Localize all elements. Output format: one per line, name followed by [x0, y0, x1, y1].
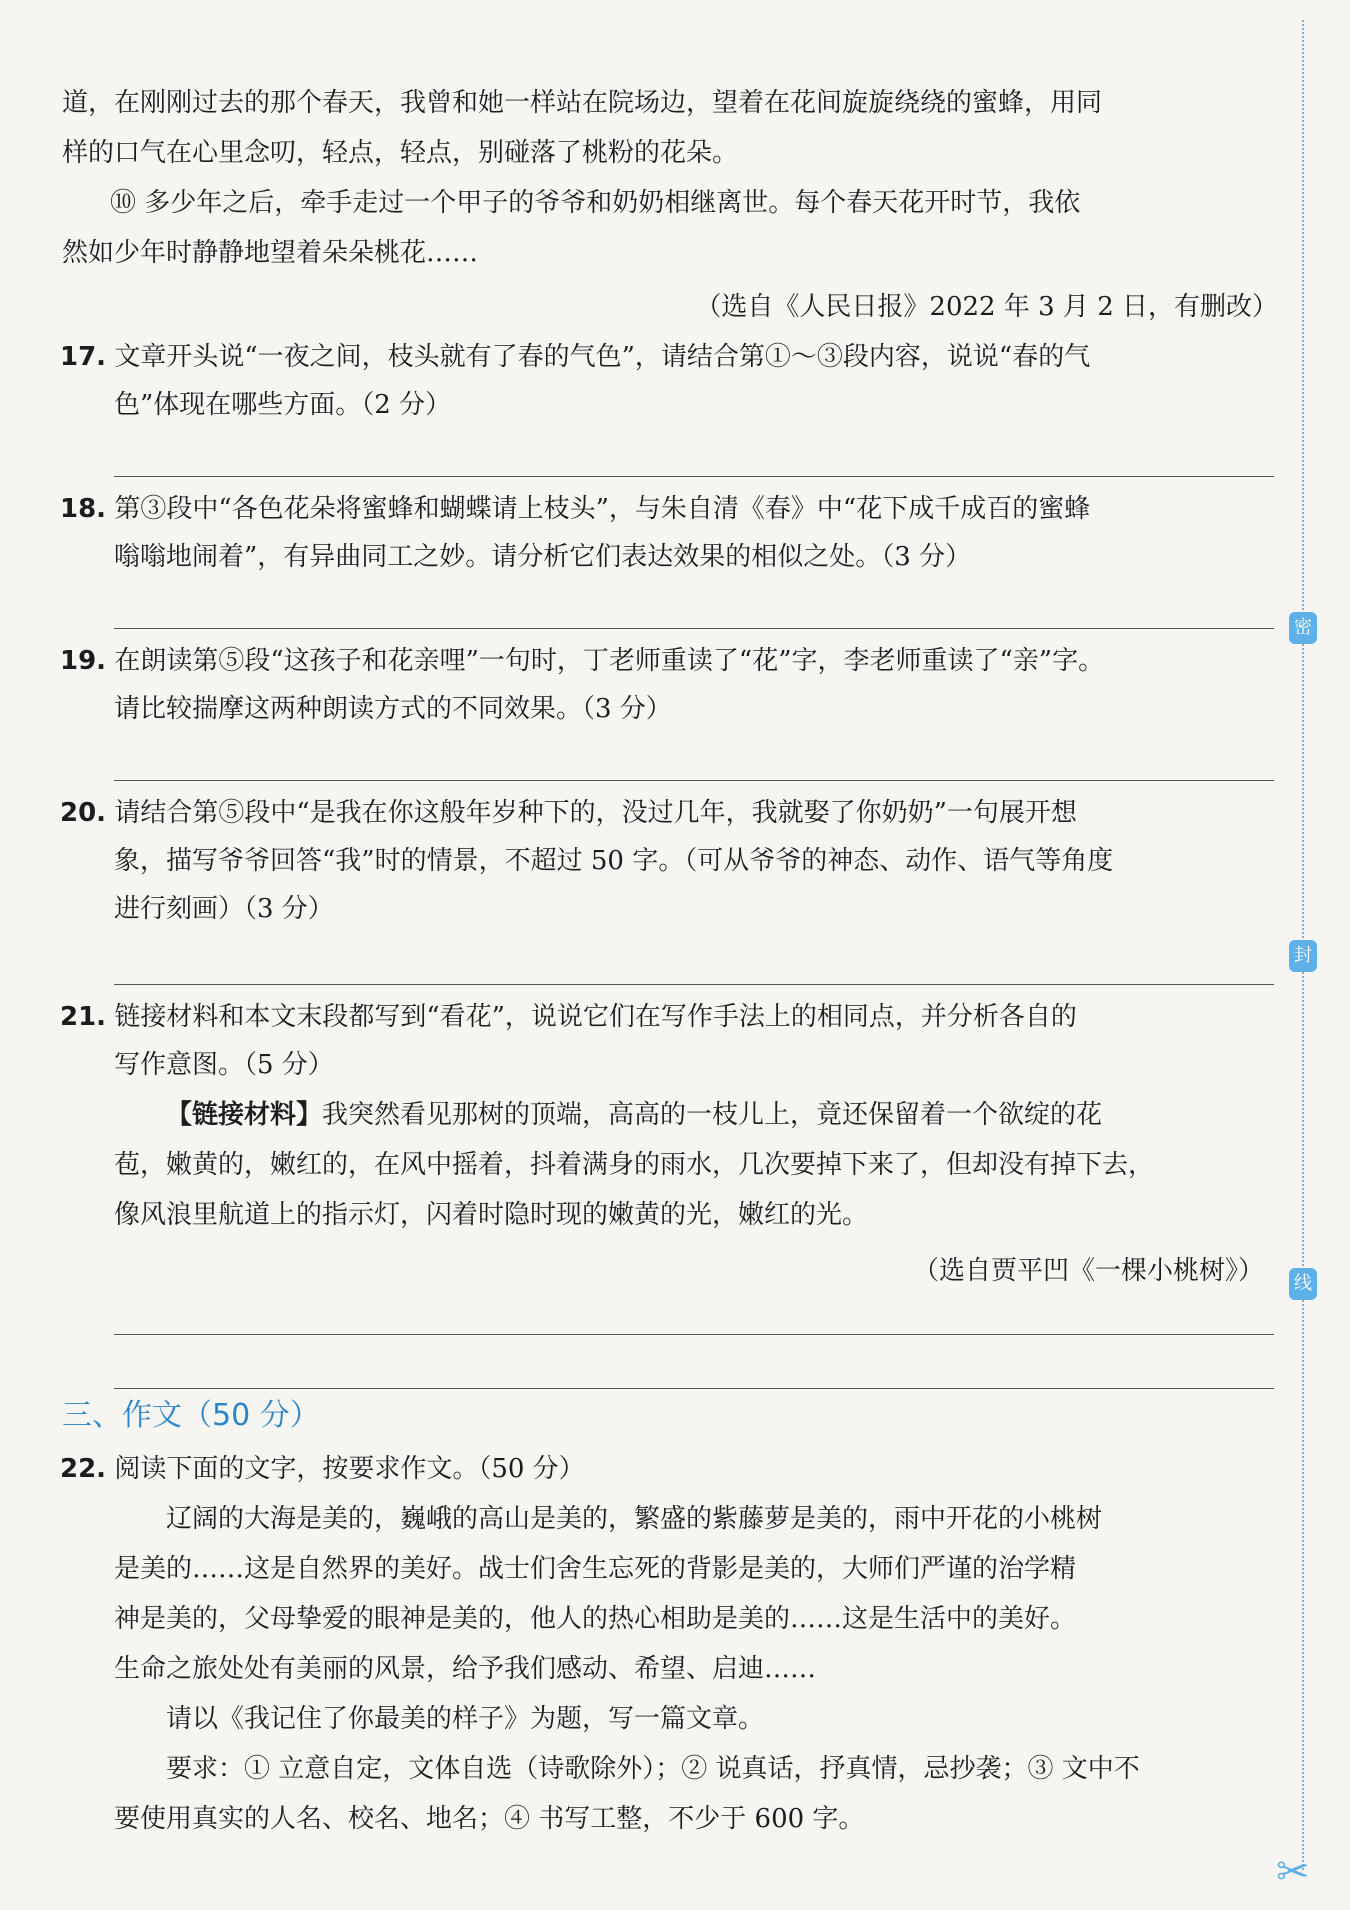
question-number: 18. [60, 494, 107, 524]
link-material-text: 我突然看见那树的顶端，高高的一枝儿上，竟还保留着一个欲绽的花 [322, 1100, 1103, 1130]
requirement-line: 要使用真实的人名、校名、地名；④ 书写工整，不少于 600 字。 [114, 1804, 865, 1834]
answer-line[interactable] [114, 984, 1274, 985]
question-17 [60, 340, 1090, 374]
question-21 [60, 1000, 1077, 1034]
question-line: 象，描写爷爷回答“我”时的情景，不超过 50 字。（可从爷爷的神态、动作、语气等角度 [114, 846, 1114, 876]
passage-source: （选自《人民日报》2022 年 3 月 2 日，有删改） [695, 292, 1278, 322]
question-text: 文章开头说“一夜之间，枝头就有了春的气色”，请结合第①～③段内容，说说“春的气 [114, 342, 1091, 372]
question-text: 阅读下面的文字，按要求作文。（50 分） [114, 1454, 585, 1484]
question-18 [60, 492, 1090, 526]
question-text: 在朗读第⑤段“这孩子和花亲哩”一句时，丁老师重读了“花”字，李老师重读了“亲”字。 [114, 646, 1105, 676]
link-material-source: （选自贾平凹《一棵小桃树》） [912, 1256, 1264, 1286]
passage-line: ⑩ 多少年之后，牵手走过一个甲子的爷爷和奶奶相继离世。每个春天花开时节，我依 [110, 188, 1081, 218]
question-text: 请结合第⑤段中“是我在你这般年岁种下的，没过几年，我就娶了你奶奶”一句展开想 [114, 798, 1077, 828]
question-20 [60, 796, 1077, 830]
link-material-label: 【链接材料】 [166, 1100, 323, 1130]
passage-line: 道，在刚刚过去的那个春天，我曾和她一样站在院场边，望着在花间旋旋绕绕的蜜蜂，用同 [62, 88, 1103, 118]
margin-tag-seal: 封 [1289, 940, 1317, 972]
question-number: 21. [60, 1002, 107, 1032]
question-number: 17. [60, 342, 107, 372]
requirement-line: 要求：① 立意自定，文体自选（诗歌除外）；② 说真话，抒真情，忌抄袭；③ 文中不 [166, 1754, 1140, 1784]
prompt-line: 生命之旅处处有美丽的风景，给予我们感动、希望、启迪…… [114, 1654, 817, 1684]
question-text: 链接材料和本文末段都写到“看花”，说说它们在写作手法上的相同点，并分析各自的 [114, 1002, 1077, 1032]
link-material-line: 苞，嫩黄的，嫩红的，在风中摇着，抖着满身的雨水，几次要掉下来了，但却没有掉下去， [114, 1150, 1155, 1180]
question-19 [60, 644, 1104, 678]
answer-line[interactable] [114, 1388, 1274, 1389]
margin-tag-line: 线 [1289, 1268, 1317, 1300]
question-line: 嗡嗡地闹着”，有异曲同工之妙。请分析它们表达效果的相似之处。（3 分） [114, 542, 972, 572]
answer-line[interactable] [114, 476, 1274, 477]
margin-tag-seal: 密 [1289, 612, 1317, 644]
question-number: 19. [60, 646, 107, 676]
question-text: 第③段中“各色花朵将蜜蜂和蝴蝶请上枝头”，与朱自清《春》中“花下成千成百的蜜蜂 [114, 494, 1091, 524]
question-line: 请比较揣摩这两种朗读方式的不同效果。（3 分） [114, 694, 672, 724]
link-material [166, 1098, 1102, 1132]
question-line: 进行刻画）（3 分） [114, 894, 334, 924]
prompt-line: 请以《我记住了你最美的样子》为题，写一篇文章。 [166, 1704, 765, 1734]
question-22 [60, 1452, 585, 1486]
link-material-line: 像风浪里航道上的指示灯，闪着时隐时现的嫩黄的光，嫩红的光。 [114, 1200, 869, 1230]
answer-line[interactable] [114, 1334, 1274, 1335]
passage-line: 然如少年时静静地望着朵朵桃花…… [62, 238, 479, 268]
question-number: 22. [60, 1454, 107, 1484]
prompt-line: 神是美的，父母挚爱的眼神是美的，他人的热心相助是美的……这是生活中的美好。 [114, 1604, 1077, 1634]
prompt-line: 辽阔的大海是美的，巍峨的高山是美的，繁盛的紫藤萝是美的，雨中开花的小桃树 [166, 1504, 1103, 1534]
scissor-icon: ✂ [1276, 1849, 1310, 1895]
passage-line: 样的口气在心里念叨，轻点，轻点，别碰落了桃粉的花朵。 [62, 138, 739, 168]
answer-line[interactable] [114, 780, 1274, 781]
question-line: 色”体现在哪些方面。（2 分） [114, 390, 452, 420]
prompt-line: 是美的……这是自然界的美好。战士们舍生忘死的背影是美的，大师们严谨的治学精 [114, 1554, 1077, 1584]
question-line: 写作意图。（5 分） [114, 1050, 334, 1080]
answer-line[interactable] [114, 628, 1274, 629]
section-title: 三、作文（50 分） [62, 1398, 320, 1433]
question-number: 20. [60, 798, 107, 828]
